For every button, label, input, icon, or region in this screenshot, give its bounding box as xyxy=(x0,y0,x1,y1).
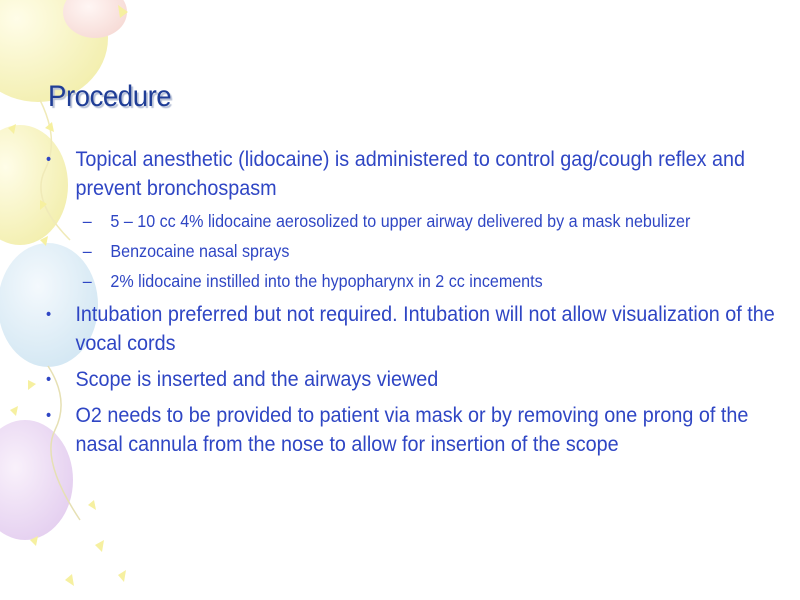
bullet-text: O2 needs to be provided to patient via mask or by removing one prong of the nasal cannula from the nose to allow for insertion of the scope xyxy=(75,403,749,456)
sub-bullet-item xyxy=(75,269,783,293)
confetti xyxy=(10,406,18,416)
bullet-text: Intubation preferred but not required. Intubation will not allow visualization of the vocal cords xyxy=(75,302,775,355)
bullet-text: Scope is inserted and the airways viewed xyxy=(75,367,439,391)
sub-bullet-text: Benzocaine nasal sprays xyxy=(110,241,290,261)
dash-icon: – xyxy=(82,271,92,291)
bullet-item xyxy=(46,401,784,459)
bullet-item xyxy=(46,365,784,394)
dash-icon: – xyxy=(82,241,92,261)
bullet-list xyxy=(46,145,775,459)
bullet-icon: • xyxy=(46,371,52,388)
confetti xyxy=(88,500,96,510)
sub-bullet-item xyxy=(75,209,783,233)
bullet-text: Topical anesthetic (lidocaine) is administered to control gag/cough reflex and prevent bronchospasm xyxy=(75,147,746,200)
dash-icon: – xyxy=(82,211,92,231)
bullet-icon: • xyxy=(46,306,52,323)
slide-body xyxy=(46,145,775,466)
sub-bullet-item xyxy=(75,239,783,263)
confetti xyxy=(95,540,104,552)
confetti xyxy=(28,380,36,390)
confetti xyxy=(118,570,126,582)
sub-bullet-list xyxy=(75,209,783,293)
bullet-item xyxy=(46,300,784,358)
sub-bullet-text: 5 – 10 cc 4% lidocaine aerosolized to upper airway delivered by a mask nebulizer xyxy=(110,211,691,231)
slide-title: Procedure xyxy=(48,80,172,113)
confetti xyxy=(65,574,74,586)
bullet-icon: • xyxy=(46,151,52,168)
bullet-icon: • xyxy=(46,407,52,424)
sub-bullet-text: 2% lidocaine instilled into the hypopharynx in 2 cc incements xyxy=(110,271,543,291)
bullet-item xyxy=(46,145,784,293)
